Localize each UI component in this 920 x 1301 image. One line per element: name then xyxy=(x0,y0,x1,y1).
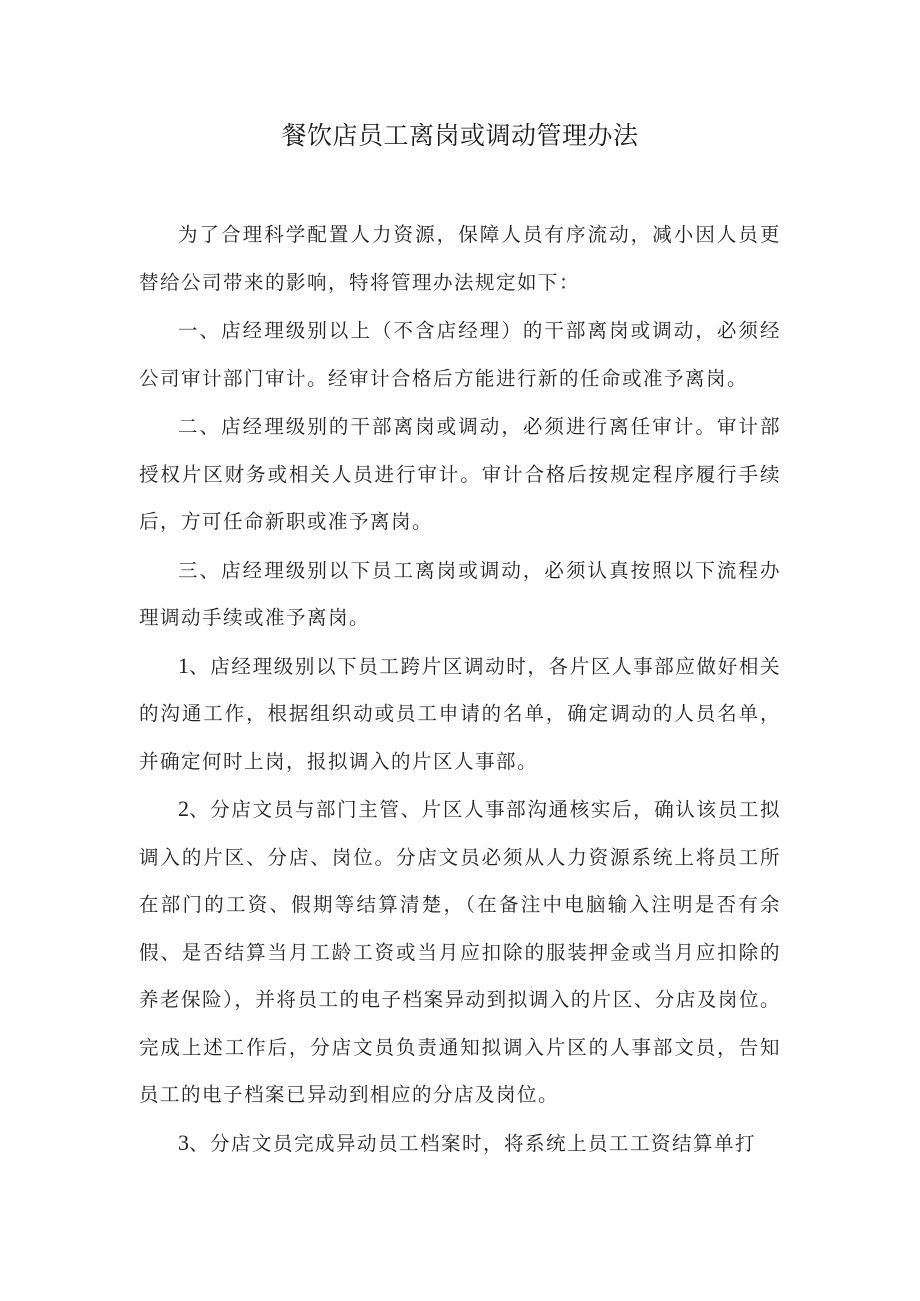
document-body xyxy=(139,210,781,1167)
paragraph-subitem-1 xyxy=(139,642,781,786)
document-title: 餐饮店员工离岗或调动管理办法 xyxy=(281,121,639,150)
paragraph-text: 三、店经理级别以下员工离岗或调动，必须认真按照以下流程办理调动手续或准予离岗。 xyxy=(139,558,781,629)
paragraph-item-2 xyxy=(139,402,781,546)
paragraph-item-1 xyxy=(139,306,781,402)
paragraph-text: 、分店文员与部门主管、片区人事部沟通核实后，确认该员工拟调入的片区、分店、岗位。分店文员必须从人力资源系统上将员工所在部门的工资、假期等结算清楚，（在备注中电脑输入注明是否有余假、是否结算当月工龄工资或当月应扣除的服装押金或当月应扣除的养老保险），并将员工的电子档案异动到拟调入的片区、分店及岗位。完成上述工作后，分店文员负责通知拟调入片区的人事部文员，告知员工的电子档案已异动到相应的分店及岗位。 xyxy=(139,798,781,1106)
paragraph-text: 为了合理科学配置人力资源，保障人员有序流动，减小因人员更替给公司带来的影响，特将管理办法规定如下： xyxy=(139,223,781,294)
paragraph-subitem-3 xyxy=(139,1119,781,1168)
subitem-number: 1 xyxy=(178,652,189,678)
paragraph-text: 、店经理级别以下员工跨片区调动时，各片区人事部应做好相关的沟通工作，根据组织动或员工申请的名单，确定调动的人员名单，并确定何时上岗，报拟调入的片区人事部。 xyxy=(139,654,781,773)
paragraph-intro xyxy=(139,210,781,306)
subitem-number: 3 xyxy=(178,1129,189,1155)
paragraph-subitem-2 xyxy=(139,785,781,1119)
paragraph-text: 二、店经理级别的干部离岗或调动，必须进行离任审计。审计部授权片区财务或相关人员进行审计。审计合格后按规定程序履行手续后，方可任命新职或准予离岗。 xyxy=(139,415,781,533)
paragraph-text: 、分店文员完成异动员工档案时，将系统上员工工资结算单打 xyxy=(189,1131,757,1155)
subitem-number: 2 xyxy=(178,796,189,821)
paragraph-text: 一、店经理级别以上（不含店经理）的干部离岗或调动，必须经公司审计部门审计。经审计合格后方能进行新的任命或准予离岗。 xyxy=(139,319,781,390)
paragraph-item-3 xyxy=(139,546,781,642)
